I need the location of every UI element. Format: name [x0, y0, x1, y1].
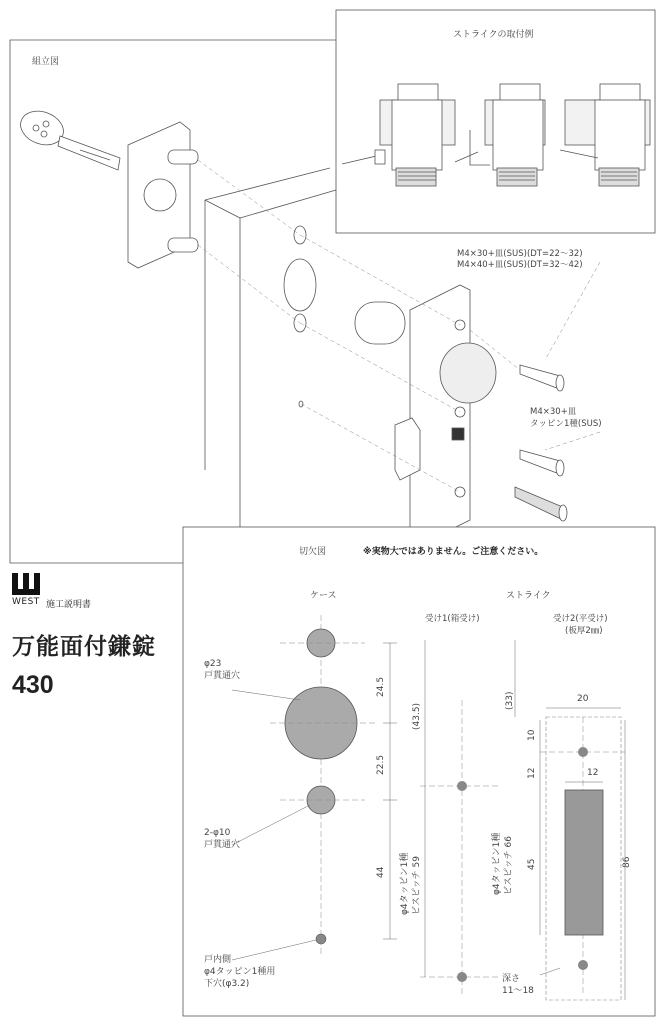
screws [515, 365, 567, 521]
tapping-spec-2: タッピン1種(SUS) [530, 419, 602, 429]
hole10-label-1: 2-φ10 [204, 828, 231, 838]
cutout-title: 切欠図 [299, 547, 327, 557]
dim-22-5: 22.5 [376, 754, 386, 775]
dim-86: 86 [622, 856, 632, 868]
product-name: 万能面付鎌錠 [12, 634, 156, 660]
key-illustration [16, 105, 120, 170]
depth-label-2: 11〜18 [502, 986, 534, 996]
lock-case [355, 285, 496, 545]
depth-label-1: 深さ [502, 974, 521, 984]
dim-12a: 12 [527, 767, 537, 779]
hole23-label-2: 戸貫通穴 [204, 671, 241, 681]
strike-slot [565, 790, 603, 935]
door-illustration [205, 168, 336, 540]
receiver1-label: 受け1(箱受け) [425, 614, 480, 624]
model-number: 430 [12, 671, 54, 699]
dim-12b: 12 [587, 768, 599, 778]
receiver2-sub: (板厚2㎜) [565, 626, 603, 636]
rear-plate [128, 122, 198, 268]
strike-label: ストライク [506, 591, 551, 601]
pilot-label-2: φ4タッピン1種用 [204, 967, 276, 977]
pitch59-line1: φ4タッピン1種 [400, 852, 410, 915]
brand-logo [12, 571, 40, 599]
dim-43-5: (43.5) [412, 702, 422, 730]
cutout-note: ※実物大ではありません。ご注意ください。 [363, 547, 544, 557]
pitch66-line1: φ4タッピン1種 [492, 832, 502, 895]
dim-20: 20 [577, 694, 589, 704]
dim-10: 10 [527, 729, 537, 741]
dim-33: (33) [505, 691, 515, 710]
pitch66-line2: ビスピッチ 66 [504, 836, 514, 895]
hole23-label-1: φ23 [204, 659, 222, 669]
case-label: ケース [310, 591, 337, 601]
dim-24-5: 24.5 [376, 676, 386, 697]
pitch59-line2: ビスピッチ 59 [412, 856, 422, 915]
pilot-label-3: 下穴(φ3.2) [204, 979, 250, 989]
door-holes [284, 226, 316, 407]
hole10-label-2: 戸貫通穴 [204, 840, 241, 850]
pilot-hole [316, 934, 326, 944]
screw-spec-1: M4×30+皿(SUS)(DT=22〜32) [457, 249, 583, 259]
dim-44: 44 [376, 866, 386, 878]
document-type: 施工説明書 [46, 600, 92, 610]
dim-45: 45 [527, 858, 537, 870]
strike-example-title: ストライクの取付例 [453, 30, 534, 40]
strike-example-frame [336, 10, 655, 233]
tapping-spec-1: M4×30+皿 [530, 407, 577, 417]
pilot-label-1: 戸内側 [204, 955, 232, 965]
assembly-title: 組立図 [32, 57, 60, 67]
screw-spec-2: M4×40+皿(SUS)(DT=32〜42) [457, 260, 583, 270]
brand-name: WEST [12, 597, 40, 607]
assembly-frame [10, 40, 336, 563]
receiver2-label: 受け2(平受け) [553, 614, 608, 624]
